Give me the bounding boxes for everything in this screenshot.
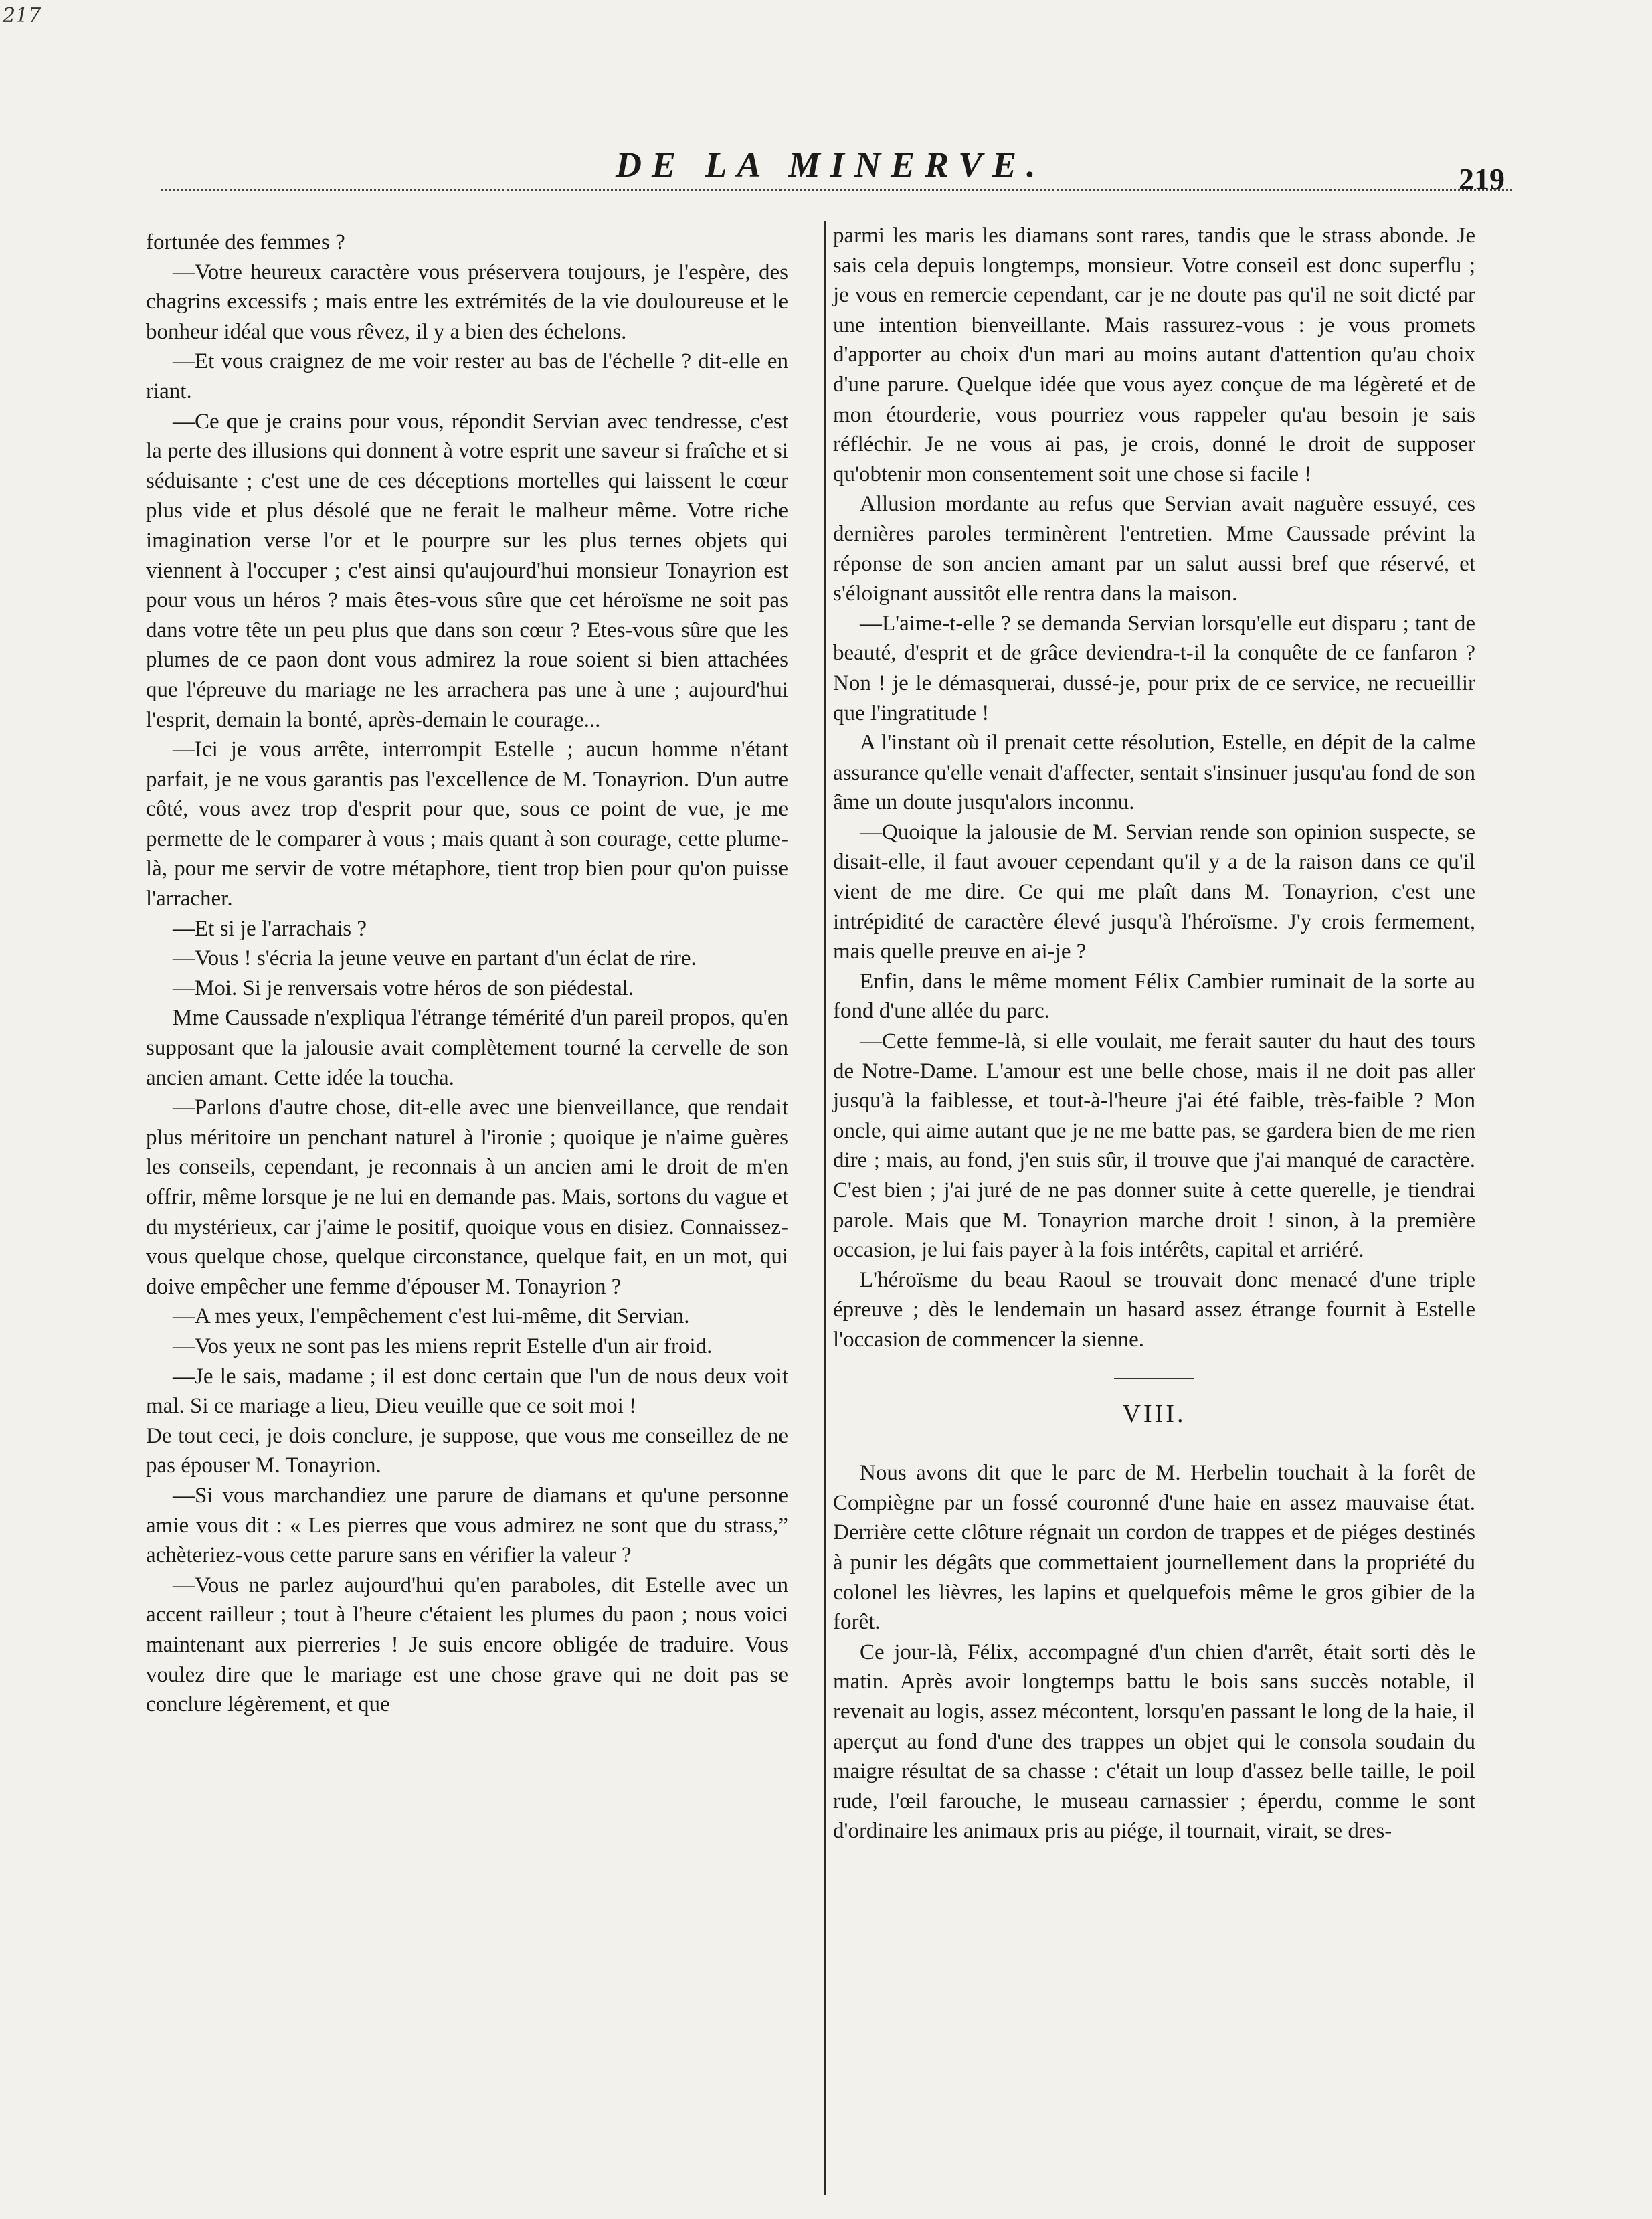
paragraph: —Je le sais, madame ; il est donc certain que l'un de nous deux voit mal. Si ce mariage a lieu, Dieu veuille que ce soit moi ! bbox=[146, 1364, 788, 1419]
paragraph: Ce jour-là, Félix, accompagné d'un chien d'arrêt, était sorti dès le matin. Après avoir longtemps battu le bois sans succès notable, il revenait au logis, assez mécontent, lorsqu'en passant le long de la haie, il aperçut au fond d'une des trappes un objet qui le consola soudain du maigre résultat de sa chasse : c'était un loup d'assez belle taille, le poil rude, l'œil farouche, le museau carnassier ; éperdu, comme le sont d'ordinaire les animaux pris au piége, il tournait, virait, se dres- bbox=[833, 1639, 1475, 1844]
left-column bbox=[146, 228, 788, 1720]
paragraph: —Cette femme-là, si elle voulait, me ferait sauter du haut des tours de Notre-Dame. L'amour est une belle chose, mais il ne doit pas aller jusqu'à la faiblesse, et tout-à-l'heure j'ai été faible, très-faible ? Mon oncle, qui aime autant que je ne me batte pas, se gardera bien de me rien dire ; mais, au fond, j'en suis sûr, il trouve que j'ai manqué de caractère. C'est bien ; j'ai juré de ne pas donner suite à cette querelle, je tiendrai parole. Mais que M. Tonayrion marche droit ! sinon, à la première occasion, je lui fais payer à la fois intérêts, capital et arriéré. bbox=[833, 1029, 1475, 1263]
section-heading: VIII. bbox=[1122, 1399, 1186, 1428]
paragraph: fortunée des femmes ? bbox=[146, 230, 345, 254]
paragraph: —Vos yeux ne sont pas les miens reprit Estelle d'un air froid. bbox=[173, 1334, 713, 1358]
paragraph: Enfin, dans le même moment Félix Cambier ruminait de la sorte au fond d'une allée du parc. bbox=[833, 969, 1475, 1024]
corner-page-mark: 217 bbox=[3, 4, 41, 27]
paragraph: —Parlons d'autre chose, dit-elle avec une bienveillance, que rendait plus méritoire un penchant naturel à l'ironie ; quoique je n'aime guères les conseils, cependant, je reconnais à un ancien ami le droit de m'en offrir, même lorsque je ne lui en demande pas. Mais, sortons du vague et du mystérieux, car j'aime le positif, quoique vous en disiez. Connaissez-vous quelque chose, quelque circonstance, quelque fait, en un mot, qui doive empêcher une femme d'épouser M. Tonayrion ? bbox=[146, 1095, 788, 1299]
column-divider bbox=[824, 221, 826, 2195]
paragraph: parmi les maris les diamans sont rares, tandis que le strass abonde. Je sais cela depuis longtemps, monsieur. Votre conseil est donc superflu ; je vous en remercie cependant, car je ne doute pas qu'il ne soit dicté par une intention bienveillante. Mais rassurez-vous : je vous promets d'apporter au choix d'un mari au moins autant d'attention qu'au choix d'une parure. Quelque idée que vous ayez conçue de ma légèreté et de mon étourderie, vous pourriez vous rappeler qu'au besoin je sais réfléchir. Je ne vous ai pas, je crois, donné le droit de supposer qu'obtenir mon consentement soit une chose si facile ! bbox=[833, 224, 1475, 486]
paragraph: De tout ceci, je dois conclure, je suppose, que vous me conseillez de ne pas épouser M. Tonayrion. bbox=[146, 1423, 788, 1478]
paragraph: —Vous ! s'écria la jeune veuve en partant d'un éclat de rire. bbox=[173, 946, 697, 971]
page-header bbox=[0, 144, 1652, 196]
paragraph: —L'aime-t-elle ? se demanda Servian lorsqu'elle eut disparu ; tant de beauté, d'esprit et de grâce deviendra-t-il la conquête de ce fanfaron ? Non ! je le démasquerai, dussé-je, pour prix de ce service, ne recueillir que l'ingratitude ! bbox=[833, 611, 1475, 725]
paragraph: —Et vous craignez de me voir rester au bas de l'échelle ? dit-elle en riant. bbox=[146, 349, 788, 404]
page-number: 219 bbox=[1459, 162, 1505, 196]
section-separator bbox=[1114, 1378, 1194, 1379]
paragraph: —Vous ne parlez aujourd'hui qu'en paraboles, dit Estelle avec un accent railleur ; tout à l'heure c'étaient les plumes du paon ; nous voici maintenant aux pierreries ! Je suis encore obligée de traduire. Vous voulez dire que le mariage est une chose grave qui ne doit pas se conclure légèrement, et que bbox=[146, 1573, 788, 1717]
paragraph: —Moi. Si je renversais votre héros de son piédestal. bbox=[173, 976, 634, 1000]
paragraph: —Quoique la jalousie de M. Servian rende son opinion suspecte, se disait-elle, il faut avouer cependant qu'il y a de la raison dans ce qu'il vient de me dire. Ce qui me plaît dans M. Tonayrion, c'est une intrépidité de caractère élevé jusqu'à l'héroïsme. J'y crois fermement, mais quelle preuve en ai-je ? bbox=[833, 820, 1475, 964]
paragraph: —Ici je vous arrête, interrompit Estelle ; aucun homme n'étant parfait, je ne vous garantis pas l'excellence de M. Tonayrion. D'un autre côté, vous avez trop d'esprit pour que, sous ce point de vue, je me permette de le comparer à vous ; mais quant à son courage, cette plume-là, pour me servir de votre métaphore, tient trop bien pour qu'on puisse l'arracher. bbox=[146, 737, 788, 911]
paragraph: —Votre heureux caractère vous préservera toujours, je l'espère, des chagrins excessifs ; mais entre les extrémités de la vie douloureuse et le bonheur idéal que vous rêvez, il y a bien des échelons. bbox=[146, 260, 788, 344]
paragraph: —Et si je l'arrachais ? bbox=[173, 916, 367, 941]
paragraph: Nous avons dit que le parc de M. Herbelin touchait à la forêt de Compiègne par un fossé couronné d'une haie en assez mauvaise état. Derrière cette clôture régnait un cordon de trappes et de piéges destinés à punir les dégâts que commettaient journellement dans la propriété du colonel les lièvres, les lapins et quelquefois même le gros gibier de la forêt. bbox=[833, 1461, 1475, 1635]
header-rule bbox=[161, 189, 1512, 191]
paragraph: A l'instant où il prenait cette résolution, Estelle, en dépit de la calme assurance qu'elle venait d'affecter, sentait s'insinuer jusqu'au fond de son âme un doute jusqu'alors inconnu. bbox=[833, 731, 1475, 815]
paragraph: —A mes yeux, l'empêchement c'est lui-même, dit Servian. bbox=[173, 1304, 690, 1329]
paragraph: L'héroïsme du beau Raoul se trouvait donc menacé d'une triple épreuve ; dès le lendemain un hasard assez étrange fournit à Estelle l'occasion de commencer la sienne. bbox=[833, 1267, 1475, 1352]
paragraph: Allusion mordante au refus que Servian avait naguère essuyé, ces dernières paroles terminèrent l'entretien. Mme Caussade prévint la réponse de son ancien amant par un salut aussi bref que réservé, et s'éloignant aussitôt elle rentra dans la maison. bbox=[833, 492, 1475, 606]
paragraph: Mme Caussade n'expliqua l'étrange témérité d'un pareil propos, qu'en supposant que la jalousie avait complètement tourné la cervelle de son ancien amant. Cette idée la toucha. bbox=[146, 1006, 788, 1090]
paragraph: —Ce que je crains pour vous, répondit Servian avec tendresse, c'est la perte des illusions qui donnent à votre esprit une saveur si fraîche et si séduisante ; c'est une de ces déceptions mortelles qui laissent le cœur plus vide et plus désolé que ne ferait le malheur même. Votre riche imagination verse l'or et le pourpre sur les plus ternes objets qui viennent à l'occuper ; c'est ainsi qu'aujourd'hui monsieur Tonayrion est pour vous un héros ? mais êtes-vous sûre que cet héroïsme ne soit pas dans votre tête un peu plus que dans son cœur ? Etes-vous sûre que les plumes de ce paon dont vous admirez la roue soient si bien attachées que l'épreuve du mariage ne les arrachera pas une à une ; aujourd'hui l'esprit, demain la bonté, après-demain le courage... bbox=[146, 409, 788, 732]
paragraph: —Si vous marchandiez une parure de diamans et qu'une personne amie vous dit : « Les pierres que vous admirez ne sont que du strass,” achèteriez-vous cette parure sans en vérifier la valeur ? bbox=[146, 1483, 788, 1568]
running-title: DE LA MINERVE. bbox=[616, 145, 1046, 185]
right-column bbox=[833, 221, 1475, 1846]
